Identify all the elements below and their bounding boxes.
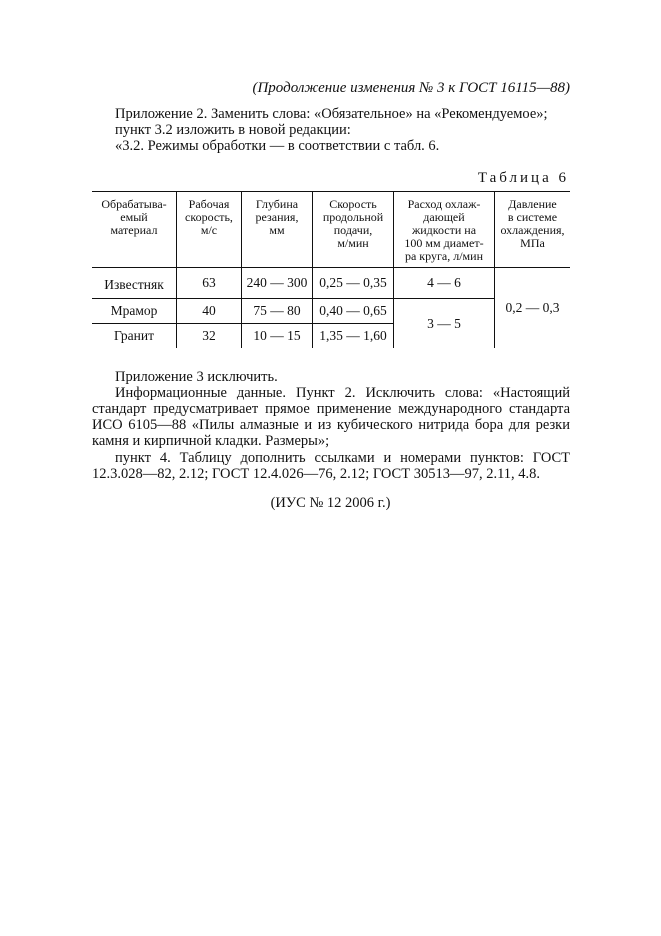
- paragraph-appendix-3: [115, 369, 570, 385]
- cell-depth: 10 — 15: [242, 324, 313, 349]
- header-speed: Рабочая скорость, м/с: [177, 192, 242, 268]
- text-line: Приложение 3 исключить.: [115, 369, 278, 385]
- cell-depth: 75 — 80: [242, 299, 313, 324]
- header-material: Обрабатыва- емый материал: [101, 197, 167, 237]
- cell-speed: 40: [177, 299, 242, 324]
- cell-material: Известняк: [92, 268, 177, 299]
- ius-reference: (ИУС № 12 2006 г.): [270, 495, 391, 511]
- table-caption: Таблица 6: [477, 170, 569, 186]
- cell-coolant: 3 — 5: [394, 299, 495, 349]
- cell-feed: 0,40 — 0,65: [313, 299, 394, 324]
- cell-feed: 1,35 — 1,60: [313, 324, 394, 349]
- text-line: Приложение 2. Заменить слова: «Обязательное» на «Рекомендуемое»;: [115, 106, 548, 122]
- paragraph-info-data: [92, 385, 570, 449]
- text-line: ИСО 6105—88 «Пилы алмазные и из кубического нитрида бора для резки: [92, 417, 570, 433]
- paragraph-item-4: [92, 450, 570, 482]
- cell-feed: 0,25 — 0,35: [313, 268, 394, 299]
- paragraph-appendix-2: [115, 106, 570, 154]
- page-header: (Продолжение изменения № 3 к ГОСТ 16115—88): [252, 80, 570, 96]
- cell-speed: 63: [177, 268, 242, 299]
- table-header-row: [92, 192, 570, 268]
- cell-depth: 240 — 300: [242, 268, 313, 299]
- text-line: 12.3.028—82, 2.12; ГОСТ 12.4.026—76, 2.12; ГОСТ 30513—97, 2.11, 4.8.: [92, 466, 541, 482]
- processing-modes-table: [92, 191, 570, 348]
- cell-coolant: 4 — 6: [394, 268, 495, 299]
- text-line: пункт 3.2 изложить в новой редакции:: [115, 122, 351, 138]
- text-line: «3.2. Режимы обработки — в соответствии с табл. 6.: [115, 138, 440, 154]
- header-pressure: Давление в системе охлаждения, МПа: [495, 192, 571, 268]
- cell-pressure: 0,2 — 0,3: [495, 268, 571, 349]
- table-row: [92, 268, 570, 299]
- cell-material: Гранит: [113, 328, 155, 343]
- text-line: камня и кирпичной кладки. Размеры»;: [92, 433, 330, 449]
- cell-material: Мрамор: [92, 299, 177, 324]
- text-line: стандарт предусматривает прямое применение международного стандарта: [92, 401, 570, 417]
- header-coolant: Расход охлаж- дающей жидкости на 100 мм диамет- ра круга, л/мин: [394, 192, 495, 268]
- header-depth: Глубина резания, мм: [242, 192, 313, 268]
- text-line: Информационные данные. Пункт 2. Исключить слова: «Настоящий: [115, 385, 570, 401]
- text-line: пункт 4. Таблицу дополнить ссылками и номерами пунктов: ГОСТ: [115, 450, 570, 466]
- header-feed: Скорость продольной подачи, м/мин: [313, 192, 394, 268]
- cell-speed: 32: [177, 324, 242, 349]
